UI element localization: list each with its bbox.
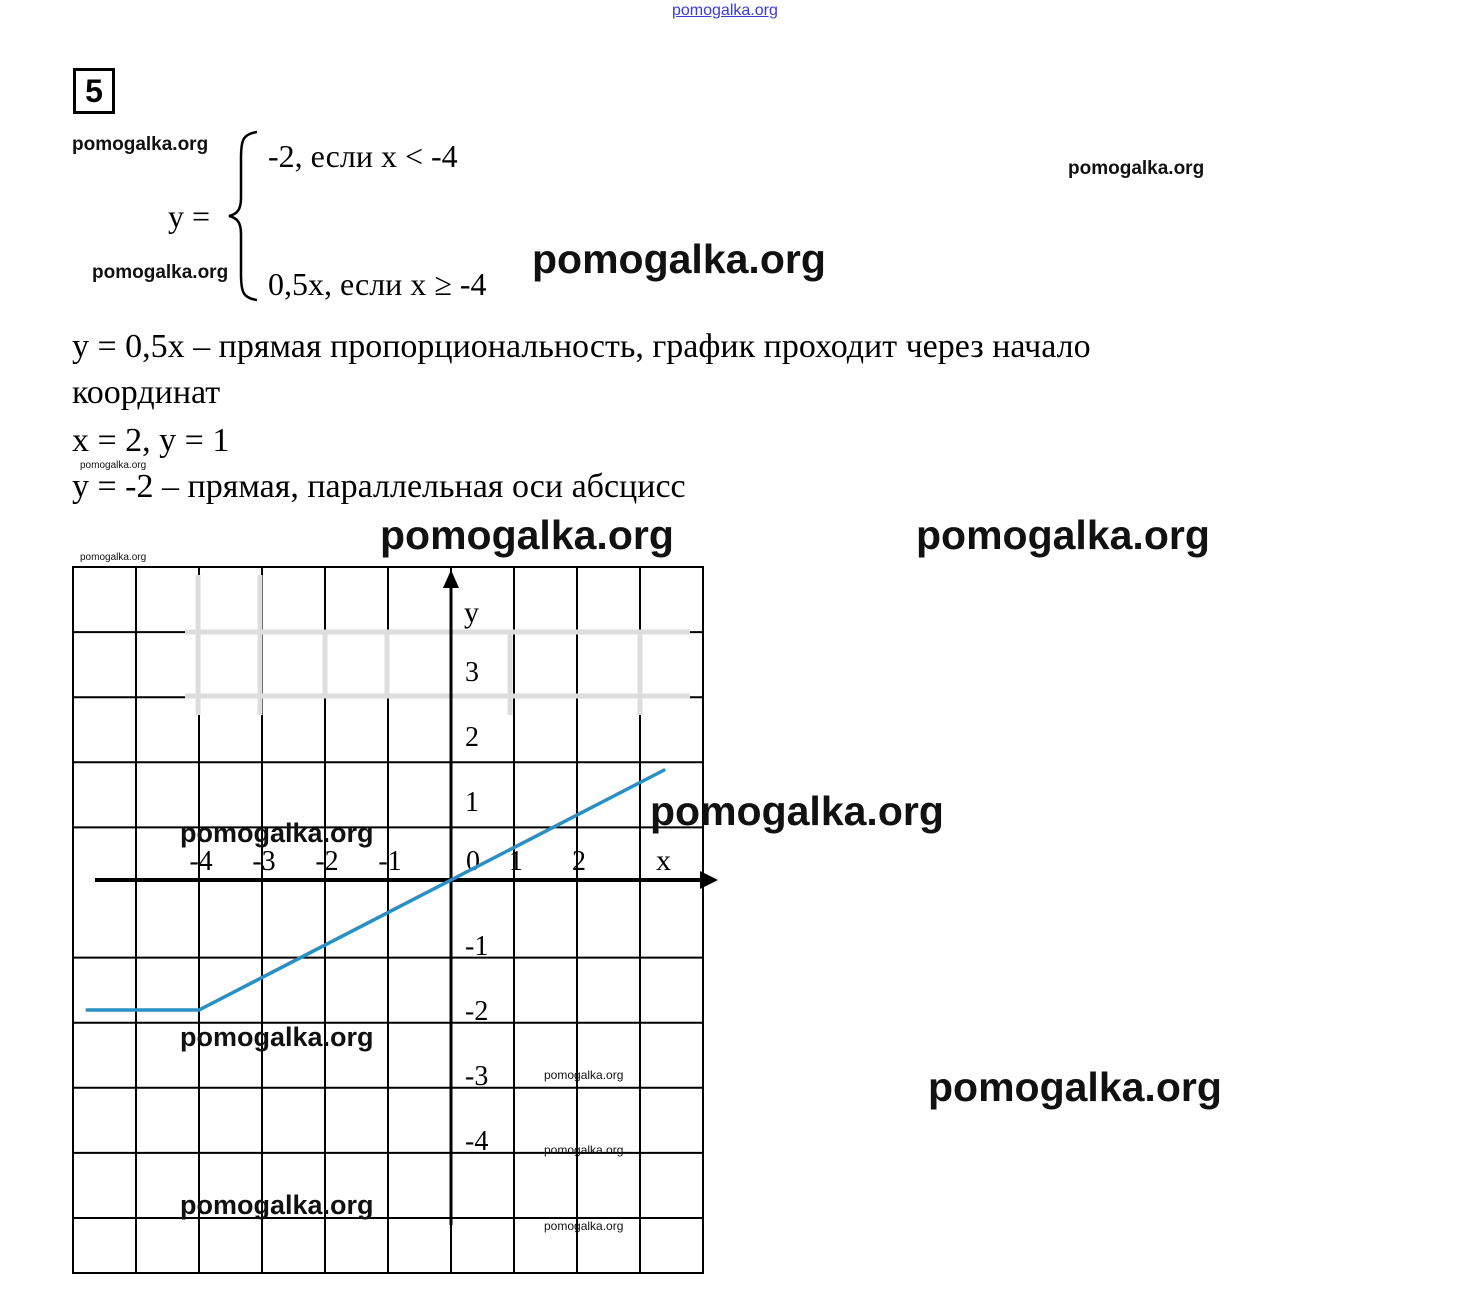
watermark: pomogalka.org <box>80 460 147 471</box>
y-tick-label: 1 <box>465 787 479 818</box>
x-tick-label: 1 <box>509 846 523 877</box>
watermark: pomogalka.org <box>544 1219 624 1233</box>
system-case-2: 0,5x, если x ≥ -4 <box>268 266 487 302</box>
system-case-1: -2, если x < -4 <box>268 138 458 174</box>
x-axis-arrow <box>700 871 718 889</box>
ghost-pattern <box>185 575 690 715</box>
x-tick-label: 2 <box>572 846 586 877</box>
watermark: pomogalka.org <box>180 1022 374 1052</box>
problem-number: 5 <box>73 68 115 114</box>
watermark: pomogalka.org <box>380 512 674 558</box>
watermark: pomogalka.org <box>532 236 826 282</box>
watermark: pomogalka.org <box>180 1190 374 1220</box>
text-line-4: y = -2 – прямая, параллельная оси абсцисс <box>72 468 686 505</box>
function-line <box>86 770 666 1011</box>
watermark: pomogalka.org <box>544 1068 624 1082</box>
watermark: pomogalka.org <box>1068 158 1205 179</box>
watermark: pomogalka.org <box>928 1064 1222 1110</box>
x-tick-label: -4 <box>189 846 213 877</box>
y-tick-label: -4 <box>465 1126 489 1157</box>
x-tick-label: 0 <box>466 846 480 877</box>
y-tick-label: 2 <box>465 722 479 753</box>
watermark: pomogalka.org <box>916 512 1210 558</box>
x-axis-label: x <box>656 844 671 877</box>
curly-brace <box>225 128 265 304</box>
header-link[interactable]: pomogalka.org <box>672 2 778 19</box>
y-axis-label: y <box>464 596 479 629</box>
y-axis-arrow <box>443 570 459 588</box>
text-line-2: координат <box>72 374 221 411</box>
y-tick-label: -3 <box>465 1061 489 1092</box>
y-tick-label: -1 <box>465 931 489 962</box>
x-tick-label: -2 <box>315 846 339 877</box>
x-tick-label: -3 <box>252 846 276 877</box>
watermark: pomogalka.org <box>544 1143 624 1157</box>
text-line-3: x = 2, y = 1 <box>72 422 230 459</box>
watermark: pomogalka.org <box>650 788 944 834</box>
system-lhs: y = <box>168 198 211 234</box>
watermark: pomogalka.org <box>92 262 229 283</box>
y-tick-label: 3 <box>465 657 479 688</box>
watermark: pomogalka.org <box>180 818 374 848</box>
text-line-1: y = 0,5x – прямая пропорциональность, график проходит через начало <box>72 328 1091 365</box>
x-tick-label: -1 <box>378 846 402 877</box>
function-graph <box>60 560 740 1290</box>
watermark: pomogalka.org <box>72 134 209 155</box>
watermark: pomogalka.org <box>80 552 147 563</box>
y-tick-label: -2 <box>465 996 489 1027</box>
